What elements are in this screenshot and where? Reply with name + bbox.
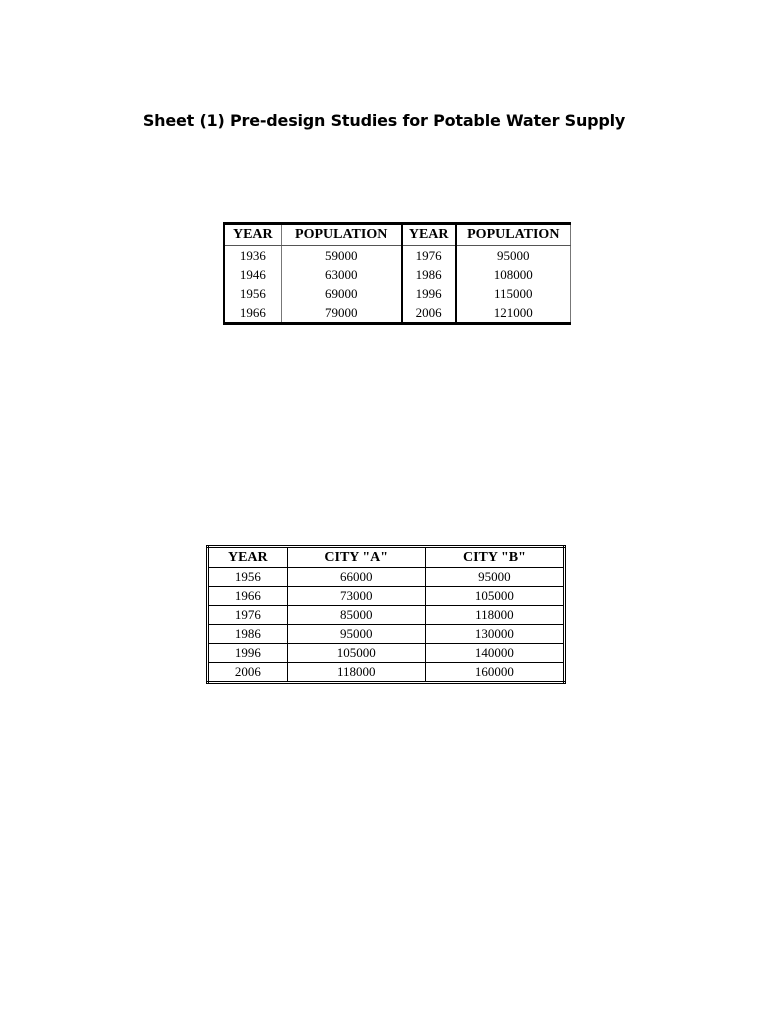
column-header-year: YEAR (224, 224, 281, 246)
table-cell: 1976 (402, 246, 456, 266)
table-header-row (224, 224, 571, 246)
table-row (208, 625, 565, 644)
table-cell: 121000 (456, 303, 571, 324)
table-cell: 160000 (425, 663, 564, 683)
table-cell: 95000 (456, 246, 571, 266)
table-row (208, 606, 565, 625)
table-cell: 1966 (224, 303, 281, 324)
table-cell: 115000 (456, 284, 571, 303)
table-cell: 140000 (425, 644, 564, 663)
table-row (208, 644, 565, 663)
column-header-year: YEAR (402, 224, 456, 246)
table-cell: 1936 (224, 246, 281, 266)
table-cell: 66000 (287, 568, 425, 587)
page-title: Sheet (1) Pre-design Studies for Potable Water Supply (142, 111, 626, 130)
table-cell: 2006 (402, 303, 456, 324)
table-cell: 1996 (208, 644, 288, 663)
table-cell: 95000 (425, 568, 564, 587)
column-header-city-b: CITY "B" (425, 547, 564, 568)
table-cell: 1976 (208, 606, 288, 625)
table-cell: 73000 (287, 587, 425, 606)
table-cell: 85000 (287, 606, 425, 625)
table-header-row (208, 547, 565, 568)
table-cell: 1956 (224, 284, 281, 303)
table-cell: 79000 (281, 303, 402, 324)
table-cell: 108000 (456, 265, 571, 284)
table-cell: 118000 (425, 606, 564, 625)
table-cell: 1986 (402, 265, 456, 284)
table-cell: 1986 (208, 625, 288, 644)
table-row (208, 568, 565, 587)
population-table (223, 222, 571, 325)
table-row (224, 246, 571, 266)
table-cell: 1996 (402, 284, 456, 303)
table-row (224, 303, 571, 324)
table-cell: 118000 (287, 663, 425, 683)
table-cell: 69000 (281, 284, 402, 303)
column-header-year: YEAR (208, 547, 288, 568)
table-cell: 1966 (208, 587, 288, 606)
table-cell: 105000 (287, 644, 425, 663)
table-cell: 2006 (208, 663, 288, 683)
table-cell: 130000 (425, 625, 564, 644)
table-cell: 1956 (208, 568, 288, 587)
table-row (224, 284, 571, 303)
city-population-table (206, 545, 566, 684)
table-cell: 59000 (281, 246, 402, 266)
column-header-population: POPULATION (281, 224, 402, 246)
table-cell: 95000 (287, 625, 425, 644)
table-cell: 63000 (281, 265, 402, 284)
column-header-population: POPULATION (456, 224, 571, 246)
table-row (224, 265, 571, 284)
table-cell: 1946 (224, 265, 281, 284)
table-row (208, 663, 565, 683)
table-row (208, 587, 565, 606)
column-header-city-a: CITY "A" (287, 547, 425, 568)
table-cell: 105000 (425, 587, 564, 606)
